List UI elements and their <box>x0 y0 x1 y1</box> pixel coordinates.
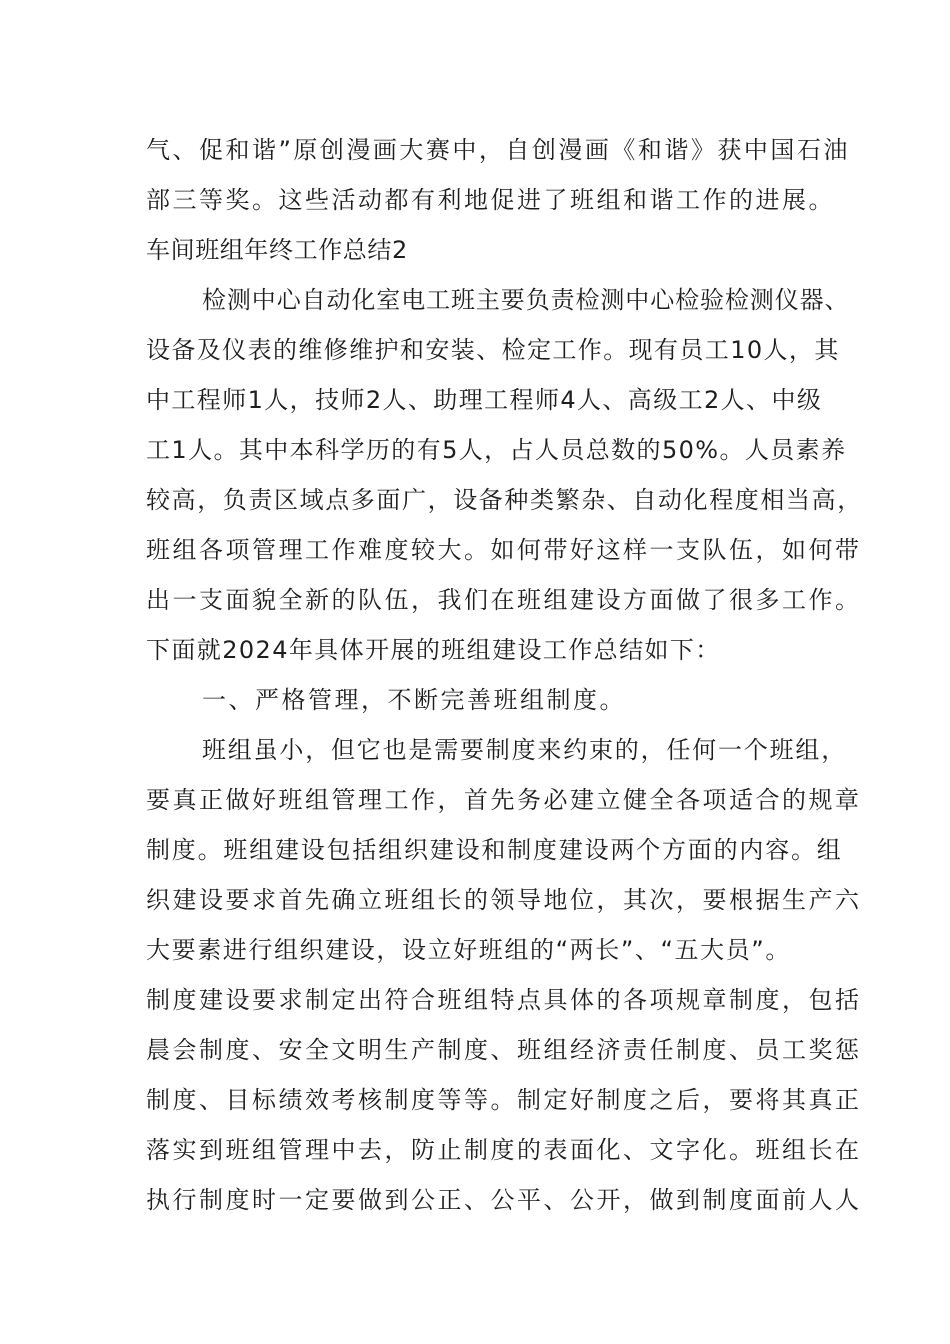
paragraph-line: 落实到班组管理中去，防止制度的表面化、文字化。班组长在 <box>146 1136 862 1164</box>
paragraph-line: 大要素进行组织建设，设立好班组的“两长”、“五大员”。 <box>146 936 791 964</box>
paragraph-line: 晨会制度、安全文明生产制度、班组经济责任制度、员工奖惩 <box>146 1036 862 1064</box>
subheading: 一、严格管理，不断完善班组制度。 <box>202 686 626 714</box>
paragraph-line: 制度。班组建设包括组织建设和制度建设两个方面的内容。组 <box>146 836 843 864</box>
paragraph-line: 设备及仪表的维修维护和安装、检定工作。现有员工10人，其 <box>146 336 840 364</box>
paragraph-line: 执行制度时一定要做到公正、公平、公开，做到制度面前人人 <box>146 1186 862 1214</box>
paragraph-line: 出一支面貌全新的队伍，我们在班组建设方面做了很多工作。 <box>146 586 862 614</box>
paragraph-line: 检测中心自动化室电工班主要负责检测中心检验检测仪器、 <box>202 286 850 314</box>
paragraph-line: 较高，负责区域点多面广，设备种类繁杂、自动化程度相当高， <box>146 486 863 514</box>
paragraph-line: 织建设要求首先确立班组长的领导地位，其次，要根据生产六 <box>146 886 862 914</box>
paragraph-line: 下面就2024年具体开展的班组建设工作总结如下： <box>146 636 721 664</box>
continuation-line: 气、促和谐”原创漫画大赛中，自创漫画《和谐》获中国石油 <box>146 136 850 164</box>
paragraph-line: 中工程师1人，技师2人、助理工程师4人、高级工2人、中级 <box>146 386 823 414</box>
continuation-line: 部三等奖。这些活动都有利地促进了班组和谐工作的进展。 <box>146 186 835 214</box>
paragraph-line: 要真正做好班组管理工作，首先务必建立健全各项适合的规章 <box>146 786 862 814</box>
paragraph-line: 制度、目标绩效考核制度等等。制定好制度之后，要将其真正 <box>146 1086 862 1114</box>
paragraph-line: 班组各项管理工作难度较大。如何带好这样一支队伍，如何带 <box>146 536 862 564</box>
paragraph-line: 班组虽小，但它也是需要制度来约束的，任何一个班组， <box>202 736 847 764</box>
section-title: 车间班组年终工作总结2 <box>146 236 408 264</box>
paragraph-line: 制度建设要求制定出符合班组特点具体的各项规章制度，包括 <box>146 986 862 1014</box>
paragraph-line: 工1人。其中本科学历的有5人，占人员总数的50%。人员素养 <box>146 436 847 464</box>
